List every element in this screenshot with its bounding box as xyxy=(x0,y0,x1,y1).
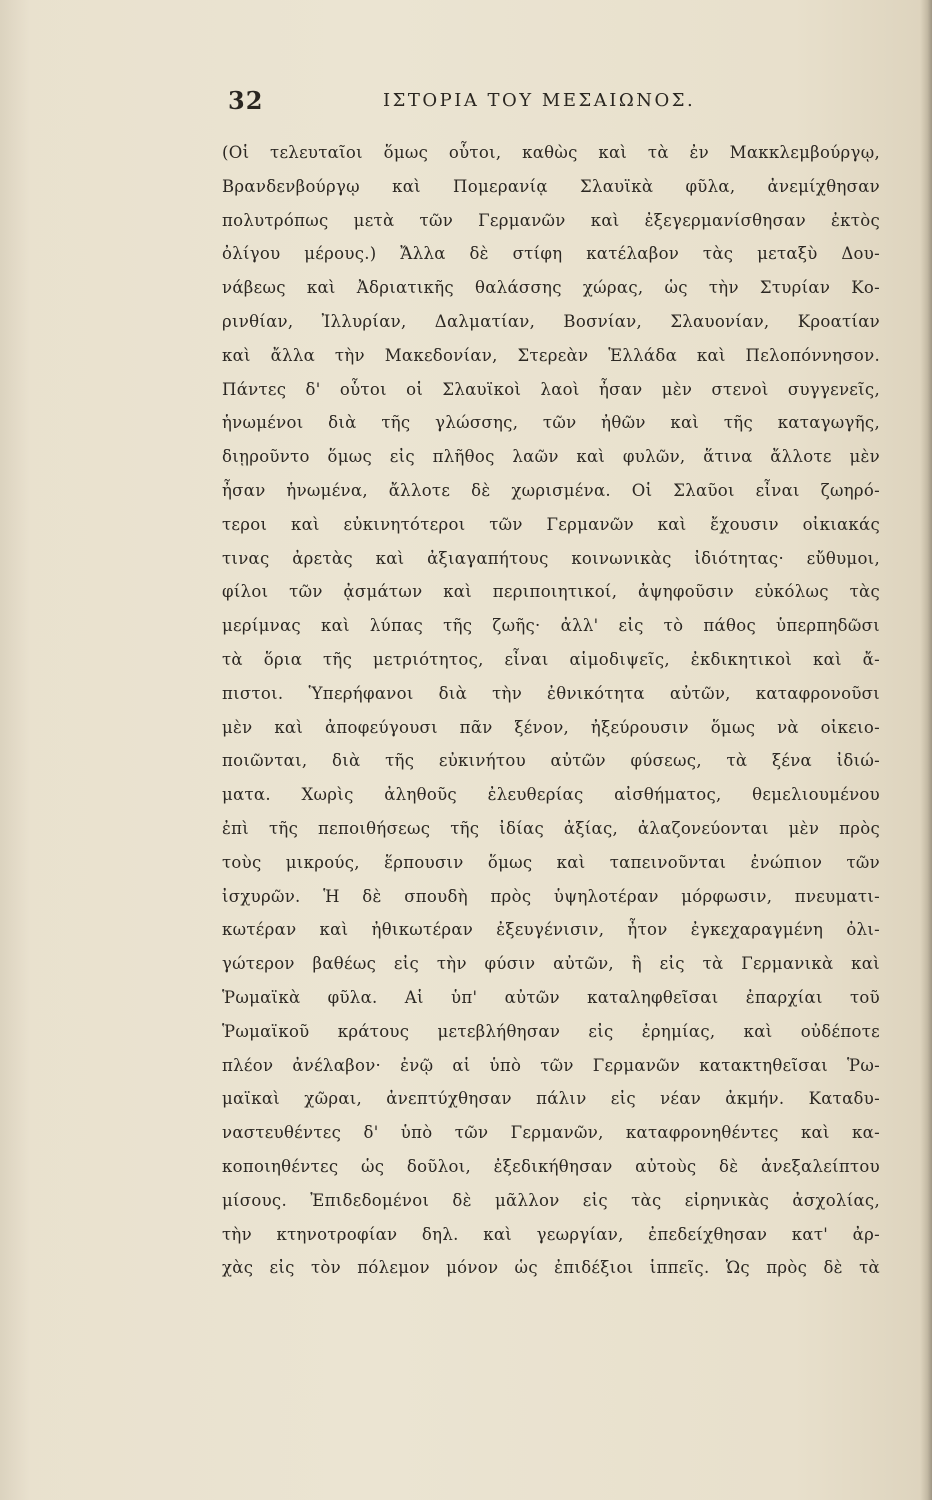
text-line: Ῥωμαϊκὰ φῦλα. Αἱ ὑπ' αὐτῶν καταληφθεῖσαι ἐπαρχίαι τοῦ xyxy=(222,987,880,1007)
text-line: διῃροῦντο ὅμως εἰς πλῆθος λαῶν καὶ φυλῶν, ἅτινα ἄλλοτε μὲν xyxy=(222,447,880,467)
text-line: μὲν καὶ ἀποφεύγουσι πᾶν ξένον, ἠξεύρουσιν ὅμως νὰ οἰκειο- xyxy=(222,717,880,737)
body-text xyxy=(222,136,880,1285)
text-line: τινας ἀρετὰς καὶ ἀξιαγαπήτους κοινωνικὰς ἰδιότητας· εὔθυμοι, xyxy=(222,548,880,568)
text-line: Ῥωμαϊκοῦ κράτους μετεβλήθησαν εἰς ἐρημίας, καὶ οὐδέποτε xyxy=(222,1021,880,1041)
running-title: ΙΣΤΟΡΙΑ ΤΟΥ ΜΕΣΑΙΩΝΟΣ. xyxy=(383,90,696,111)
text-line: (Οἱ τελευταῖοι ὅμως οὗτοι, καθὼς καὶ τὰ ἐν Μακκλεμβούργῳ, xyxy=(222,143,880,162)
text-line: χὰς εἰς τὸν πόλεμον μόνον ὡς ἐπιδέξιοι ἱππεῖς. Ὡς πρὸς δὲ τὰ xyxy=(222,1258,880,1278)
text-line: ἡνωμένοι διὰ τῆς γλώσσης, τῶν ἠθῶν καὶ τῆς καταγωγῆς, xyxy=(222,413,880,433)
text-line: ματα. Χωρὶς ἀληθοῦς ἐλευθερίας αἰσθήματος, θεμελιουμένου xyxy=(222,785,880,805)
text-line: ναστευθέντες δ' ὑπὸ τῶν Γερμανῶν, καταφρονηθέντες καὶ κα- xyxy=(222,1123,880,1143)
text-line: κοποιηθέντες ὡς δοῦλοι, ἐξεδικήθησαν αὐτοὺς δὲ ἀνεξαλείπτου xyxy=(222,1156,880,1176)
text-line: τεροι καὶ εὐκινητότεροι τῶν Γερμανῶν καὶ ἔχουσιν οἰκιακάς xyxy=(222,514,880,534)
page-number: 32 xyxy=(228,86,264,115)
spine-shadow xyxy=(0,0,30,1500)
text-line: ἰσχυρῶν. Ἡ δὲ σπουδὴ πρὸς ὑψηλοτέραν μόρφωσιν, πνευματι- xyxy=(222,886,880,906)
text-line: Βρανδενβούργῳ καὶ Πομερανίᾳ Σλαυϊκὰ φῦλα, ἀνεμίχθησαν xyxy=(222,176,880,196)
text-line: ποιῶνται, διὰ τῆς εὐκινήτου αὐτῶν φύσεως, τὰ ξένα ἰδιώ- xyxy=(222,751,880,771)
page-edge-shadow xyxy=(920,0,932,1500)
text-line: μίσους. Ἐπιδεδομένοι δὲ μᾶλλον εἰς τὰς εἰρηνικὰς ἀσχολίας, xyxy=(222,1190,880,1210)
text-line: τὰ ὅρια τῆς μετριότητος, εἶναι αἱμοδιψεῖς, ἐκδικητικοὶ καὶ ἄ- xyxy=(222,649,880,669)
text-line: ἦσαν ἡνωμένα, ἄλλοτε δὲ χωρισμένα. Οἱ Σλαῦοι εἶναι ζωηρό- xyxy=(222,480,880,500)
page-header xyxy=(228,86,700,122)
text-line: φίλοι τῶν ᾀσμάτων καὶ περιποιητικοί, ἀψηφοῦσιν εὐκόλως τὰς xyxy=(222,582,880,602)
text-line: ρινθίαν, Ἰλλυρίαν, Δαλματίαν, Βοσνίαν, Σλαυονίαν, Κροατίαν xyxy=(222,311,880,331)
text-line: πολυτρόπως μετὰ τῶν Γερμανῶν καὶ ἐξεγερμανίσθησαν ἐκτὸς xyxy=(222,210,880,230)
text-line: ὀλίγου μέρους.) Ἄλλα δὲ στίφη κατέλαβον τὰς μεταξὺ Δου- xyxy=(222,244,880,264)
text-line: νάβεως καὶ Ἀδριατικῆς θαλάσσης χώρας, ὡς τὴν Στυρίαν Κο- xyxy=(222,278,880,298)
text-line: μερίμνας καὶ λύπας τῆς ζωῆς· ἀλλ' εἰς τὸ πάθος ὑπερπηδῶσι xyxy=(222,616,880,636)
text-line: γώτερον βαθέως εἰς τὴν φύσιν αὐτῶν, ἢ εἰς τὰ Γερμανικὰ καὶ xyxy=(222,954,880,974)
text-line: πιστοι. Ὑπερήφανοι διὰ τὴν ἐθνικότητα αὐτῶν, καταφρονοῦσι xyxy=(222,683,880,703)
text-line: τὴν κτηνοτροφίαν δηλ. καὶ γεωργίαν, ἐπεδείχθησαν κατ' ἀρ- xyxy=(222,1224,880,1244)
text-line: Πάντες δ' οὗτοι οἱ Σλαυϊκοὶ λαοὶ ἦσαν μὲν στενοὶ συγγενεῖς, xyxy=(222,379,880,399)
text-line: κωτέραν καὶ ἠθικωτέραν ἐξευγένισιν, ἦτον ἐγκεχαραγμένη ὀλι- xyxy=(222,920,880,940)
text-line: ἐπὶ τῆς πεποιθήσεως τῆς ἰδίας ἀξίας, ἀλαζονεύονται μὲν πρὸς xyxy=(222,818,880,838)
text-line: καὶ ἄλλα τὴν Μακεδονίαν, Στερεὰν Ἑλλάδα καὶ Πελοπόννησον. xyxy=(222,345,880,365)
text-line: πλέον ἀνέλαβον· ἐνῷ αἱ ὑπὸ τῶν Γερμανῶν κατακτηθεῖσαι Ῥω- xyxy=(222,1055,880,1075)
text-line: μαϊκαὶ χῶραι, ἀνεπτύχθησαν πάλιν εἰς νέαν ἀκμήν. Καταδυ- xyxy=(222,1089,880,1109)
text-line: τοὺς μικρούς, ἕρπουσιν ὅμως καὶ ταπεινοῦνται ἐνώπιον τῶν xyxy=(222,852,880,872)
